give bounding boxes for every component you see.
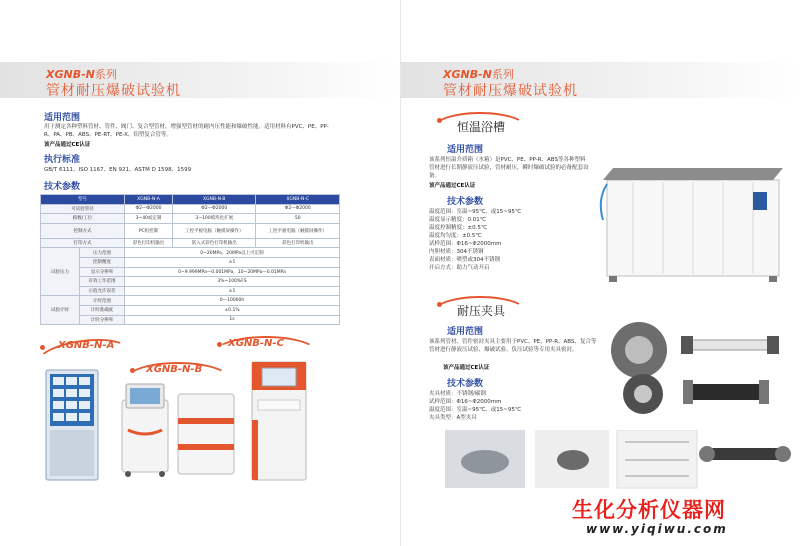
clamp-images-top (603, 318, 793, 418)
spec-cell: 打印方式 (41, 238, 125, 248)
machine-c-image (248, 360, 312, 484)
bath-scope-heading: 适用范围 (447, 145, 484, 155)
bath-tag: 恒温浴槽 (457, 120, 506, 134)
spec-cell: 工控平板电脑（触摸屏操作） (256, 223, 340, 238)
model-b-dot (130, 368, 135, 373)
clamp-params-list (429, 390, 521, 422)
spec-cell: 1s (125, 315, 340, 325)
clamp-param: 温度范围：室温~95℃、或15~95℃ (429, 407, 522, 413)
spec-head-cell: XGNB-N-B (172, 195, 256, 205)
bath-param: 内胆材质：304不锈钢 (429, 249, 484, 255)
spec-head-cell: 型号 (41, 195, 125, 205)
spec-cell: 3~40或定制 (125, 214, 173, 224)
spec-row (41, 238, 340, 248)
spec-cell: 控制方式 (41, 223, 125, 238)
clamp-param: 试样范围：Φ16~Φ2000mm (429, 399, 502, 405)
spec-cell: 示值允许误差 (80, 286, 125, 296)
right-title-model: XGNB-N系列 (443, 68, 514, 81)
right-page (400, 0, 800, 546)
watermark-cn: 生化分析仪器网 (572, 498, 726, 522)
scope-ce: 该产品通过CE认证 (44, 142, 91, 148)
spec-cell: 可试验管径 (41, 204, 125, 214)
water-bath-image (593, 160, 783, 288)
spec-cell: 压力范围 (80, 248, 125, 258)
clamp-params-heading: 技术参数 (447, 379, 484, 389)
spec-cell: Φ2—Φ2000 (172, 204, 256, 214)
spec-head-cell: XGNB-N-C (256, 195, 340, 205)
spec-cell: 50 (256, 214, 340, 224)
clamp-param: 夹具类型：A型夹具 (429, 415, 477, 421)
spec-cell: 3%~100%FS (125, 277, 340, 287)
bath-param: 温度控制精度：±0.5℃ (429, 225, 488, 231)
spec-row (41, 223, 340, 238)
clamp-tag: 耐压夹具 (457, 304, 506, 318)
spec-cell: 彩色打印机输出 (125, 238, 173, 248)
standard-text: GB/T 6111、ISO 1167、EN 921、ASTM D 1598、1599 (44, 167, 192, 173)
spec-cell: 计时分辨率 (80, 315, 125, 325)
bath-param: 开启方式：助力气动开启 (429, 265, 490, 271)
spec-row (41, 204, 340, 214)
spec-row (41, 305, 340, 315)
model-b-label: XGNB-N-B (146, 364, 203, 375)
bath-param: 温度均匀度：±0.5℃ (429, 233, 482, 239)
spec-cell: 0—10000h (125, 296, 340, 306)
left-title-model: XGNB-N系列 (46, 68, 117, 81)
spec-cell: 3~100模块化扩展 (172, 214, 256, 224)
clamp-images-bottom (445, 430, 795, 490)
spec-row (41, 257, 340, 267)
spec-row (41, 315, 340, 325)
spec-row (41, 277, 340, 287)
clamp-scope-heading: 适用范围 (447, 327, 484, 337)
spec-row (41, 267, 340, 277)
spec-cell: 计时准确度 (80, 305, 125, 315)
bath-params-heading: 技术参数 (447, 197, 484, 207)
model-a-dot (40, 345, 45, 350)
machine-a-image (44, 368, 100, 484)
clamp-param: 夹具材质：不锈钢/碳钢 (429, 391, 486, 397)
spec-cell: 工控平板电脑（触摸屏操作） (172, 223, 256, 238)
watermark-url: www.yiqiwu.com (586, 522, 728, 536)
right-title-name: 管材耐压爆破试验机 (443, 83, 578, 99)
standard-heading: 执行标准 (44, 155, 81, 165)
bath-scope-text: 该系列恒温介质箱（水箱）是PVC、PE、PP-R、ABS等各种塑料管材进行长期静液压试验，管材耐压，瞬时爆破试验的必备配套设备。 (429, 157, 589, 179)
clamp-dot (437, 302, 442, 307)
spec-group-label: 试验压力 (41, 248, 80, 296)
spec-cell: Φ2—Φ2000 (256, 204, 340, 214)
left-title-name: 管材耐压爆破试验机 (46, 83, 181, 99)
model-c-label: XGNB-N-C (228, 338, 284, 349)
model-c-dot (217, 342, 222, 347)
spec-row (41, 214, 340, 224)
spec-cell: ±1 (125, 257, 340, 267)
spec-cell: 有效工作范围 (80, 277, 125, 287)
spec-row (41, 286, 340, 296)
spec-cell: PC机控制 (125, 223, 173, 238)
spec-cell: 控制精度 (80, 257, 125, 267)
spec-cell: 计时范围 (80, 296, 125, 306)
spec-cell: Φ2—Φ2000 (125, 204, 173, 214)
spec-cell: 路数/工位 (41, 214, 125, 224)
spec-cell: 彩色打印机输出 (256, 238, 340, 248)
scope-text: 用于测定各种塑料管材、管件、阀门、复合型管材，增强型管材的耐内压性能和爆破性能，适用材料有PVC、PE、PP-R、PA、PB、ABS、PE-RT、PE-X、铝塑复合管等。 (44, 124, 329, 138)
params-heading: 技术参数 (44, 182, 81, 192)
spec-cell: 嵌入式彩色打印机输出 (172, 238, 256, 248)
clamp-scope-text: 该系列管材、管件密封夹具主要用于PVC、PE、PP-R、ABS、复合等管材进行静液压试验、爆破试验、负压试验等专用夹具密封。 (429, 339, 597, 353)
spec-cell: ±0.1% (125, 305, 340, 315)
spec-row (41, 296, 340, 306)
scope-heading: 适用范围 (44, 113, 81, 123)
spec-group-label: 试验计时 (41, 296, 80, 325)
bath-dot (437, 118, 442, 123)
model-a-label: XGNB-N-A (58, 340, 115, 351)
spec-row (41, 248, 340, 258)
bath-param: 表面材质：喷塑或304不锈钢 (429, 257, 500, 263)
clamp-ce: 该产品通过CE认证 (443, 365, 490, 371)
spec-cell: 0~20MPa、20MPa以上可定制 (125, 248, 340, 258)
machine-b-image (118, 380, 238, 480)
bath-param: 试样范围：Φ16~Φ2000mm (429, 241, 502, 247)
spec-table (40, 194, 340, 325)
spec-cell: 0~9.999MPa—0.001MPa，10~20MPa—0.01MPa (125, 267, 340, 277)
spec-cell: 显示分辨率 (80, 267, 125, 277)
spec-head-cell: XGNB-N-A (125, 195, 173, 205)
spec-head-row (41, 195, 340, 205)
spec-cell: ±1 (125, 286, 340, 296)
bath-param: 温度显示精度：0.01℃ (429, 217, 486, 223)
bath-params-list (429, 208, 521, 272)
bath-ce: 该产品通过CE认证 (429, 183, 476, 189)
bath-param: 温度范围：室温~95℃、或15~95℃ (429, 209, 522, 215)
